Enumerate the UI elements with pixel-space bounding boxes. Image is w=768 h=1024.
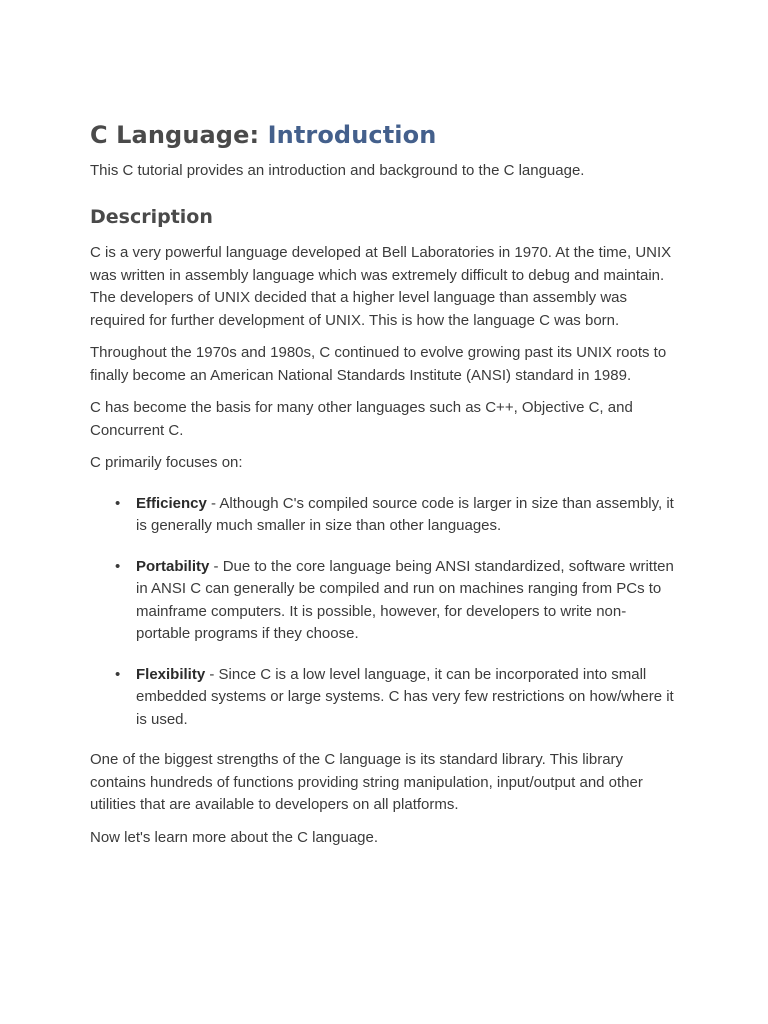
paragraph-evolution: Throughout the 1970s and 1980s, C continued to evolve growing past its UNIX roots to finally become an American National Standards Institute (ANSI) standard in 1989. — [90, 344, 667, 384]
section-heading-description: Description — [90, 206, 213, 228]
feature-list — [90, 493, 680, 732]
paragraph-closing: Now let's learn more about the C language. — [90, 828, 379, 846]
list-item — [115, 664, 680, 732]
paragraph-focus-intro: C primarily focuses on: — [90, 454, 243, 471]
intro-paragraph: This C tutorial provides an introduction and background to the C language. — [90, 162, 585, 179]
feature-description: - Although C's compiled source code is larger in size than assembly, it is generally much smaller in size than other languages. — [136, 494, 674, 534]
feature-description: - Due to the core language being ANSI standardized, software written in ANSI C can generally be compiled and run on machines ranging from PCs to mainframe computers. It is possible, however, for developers to write non-portable programs if they choose. — [136, 557, 674, 642]
list-item — [115, 556, 680, 646]
article — [90, 116, 680, 849]
feature-term: Portability — [136, 557, 210, 575]
page-title-accent: Introduction — [267, 121, 437, 149]
paragraph-influence: C has become the basis for many other languages such as C++, Objective C, and Concurrent C. — [90, 399, 633, 439]
feature-term: Flexibility — [136, 665, 206, 683]
page-title-prefix: C Language: — [90, 121, 268, 149]
page-title — [90, 116, 680, 154]
feature-description: - Since C is a low level language, it can be incorporated into small embedded systems or large systems. C has very few restrictions on how/where it is used. — [136, 665, 674, 728]
bullet-icon: • — [115, 665, 121, 683]
list-item — [115, 493, 680, 538]
paragraph-history: C is a very powerful language developed at Bell Laboratories in 1970. At the time, UNIX was written in assembly language which was extremely difficult to debug and maintain. The developers of UNIX decided that a higher level language than assembly was required for further development of UNIX. This is how the language C was born. — [90, 244, 672, 329]
bullet-icon: • — [115, 494, 121, 512]
bullet-icon: • — [115, 557, 121, 575]
paragraph-standard-library: One of the biggest strengths of the C language is its standard library. This library contains hundreds of functions providing string manipulation, input/output and other utilities that are available to developers on all platforms. — [90, 751, 643, 813]
feature-term: Efficiency — [136, 494, 207, 512]
